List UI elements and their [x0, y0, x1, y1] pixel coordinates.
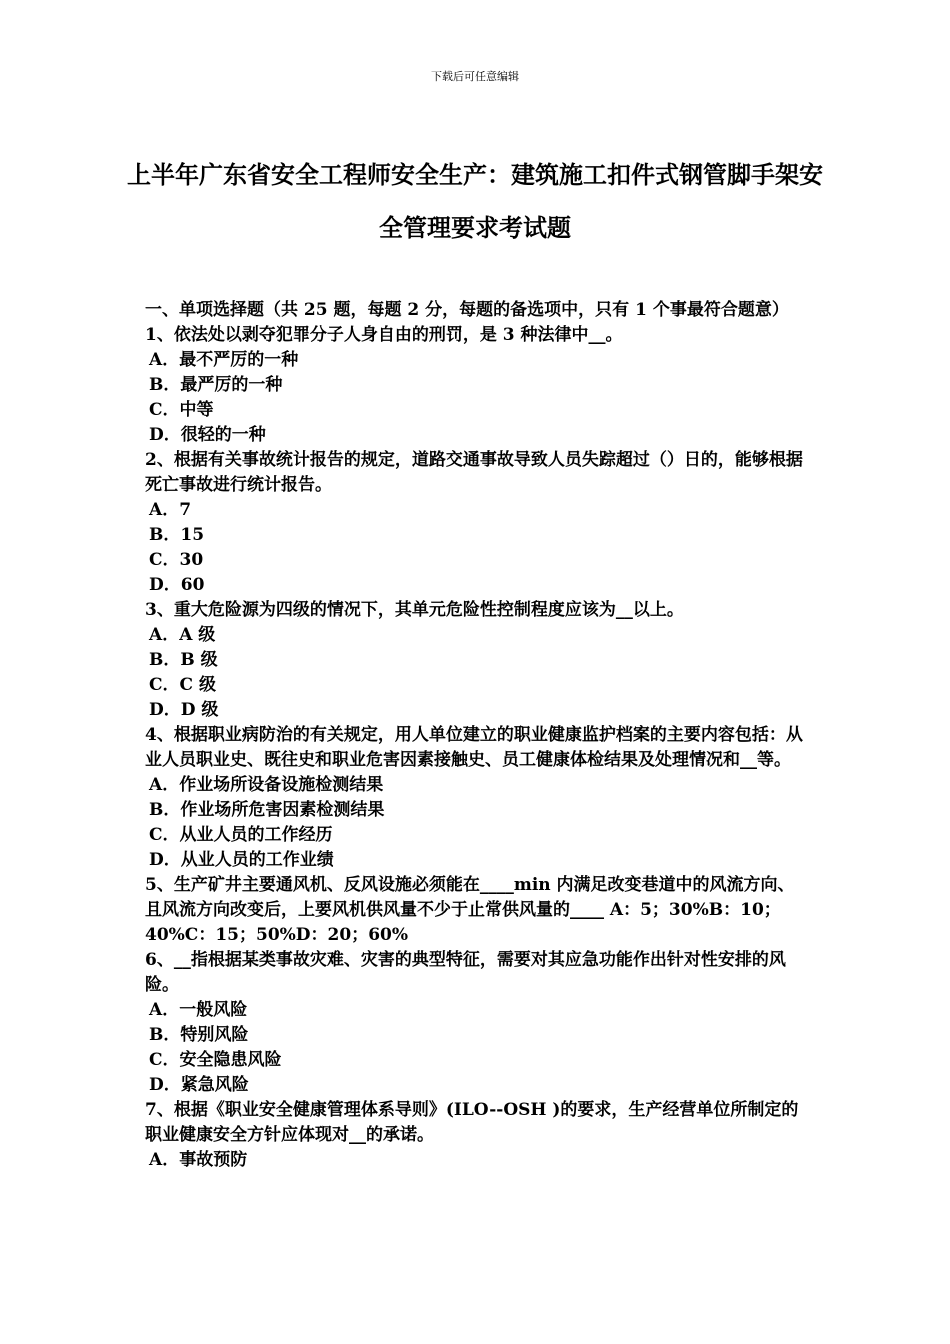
option-b: B．B 级 — [149, 650, 218, 670]
option-d: D．紧急风险 — [149, 1075, 249, 1095]
option-c: C．安全隐患风险 — [149, 1050, 282, 1070]
option-c: C．30 — [149, 550, 204, 570]
header-note: 下载后可任意编辑 — [431, 70, 519, 83]
option-d: D．很轻的一种 — [149, 425, 266, 445]
question-4 — [145, 723, 810, 873]
question-3 — [145, 598, 810, 723]
question-stem: 3、重大危险源为四级的情况下，其单元危险性控制程度应该为__以上。 — [145, 600, 684, 620]
question-stem: 5、生产矿井主要通风机、反风设施必须能在____min 内满足改变巷道中的风流方向、且风流方向改变后，上要风机供风量不少于止常供风量的____ A：5；30%B：10；40%C：15；50%D：20；60% — [145, 875, 795, 945]
option-b: B．15 — [149, 525, 205, 545]
option-a: A．事故预防 — [149, 1150, 248, 1170]
section-heading: 一、单项选择题（共 25 题，每题 2 分，每题的备选项中，只有 1 个事最符合题意） — [145, 300, 789, 320]
question-stem: 2、根据有关事故统计报告的规定，道路交通事故导致人员失踪超过（）日的，能够根据死亡事故进行统计报告。 — [145, 450, 803, 495]
question-stem: 6、__指根据某类事故灾难、灾害的典型特征，需要对其应急功能作出针对性安排的风险。 — [145, 950, 786, 995]
option-d: D．60 — [149, 575, 205, 595]
option-d: D．从业人员的工作业绩 — [149, 850, 334, 870]
option-d: D．D 级 — [149, 700, 219, 720]
option-b: B．特别风险 — [149, 1025, 249, 1045]
question-2 — [145, 448, 810, 598]
option-a: A．一般风险 — [149, 1000, 248, 1020]
question-1 — [145, 323, 810, 448]
option-a: A．作业场所设备设施检测结果 — [149, 775, 384, 795]
question-7 — [145, 1098, 810, 1173]
document-body — [145, 298, 810, 1173]
option-b: B．最严厉的一种 — [149, 375, 283, 395]
option-a: A．最不严厉的一种 — [149, 350, 299, 370]
option-c: C．从业人员的工作经历 — [149, 825, 333, 845]
question-5 — [145, 873, 810, 948]
question-stem: 1、依法处以剥夺犯罪分子人身自由的刑罚，是 3 种法律中__。 — [145, 325, 623, 345]
question-6 — [145, 948, 810, 1098]
question-stem: 4、根据职业病防治的有关规定，用人单位建立的职业健康监护档案的主要内容包括：从业人员职业史、既往史和职业危害因素接触史、员工健康体检结果及处理情况和__等。 — [145, 725, 803, 770]
option-b: B．作业场所危害因素检测结果 — [149, 800, 385, 820]
question-stem: 7、根据《职业安全健康管理体系导则》(ILO--OSH )的要求，生产经营单位所制定的职业健康安全方针应体现对__的承诺。 — [145, 1100, 799, 1145]
option-c: C．C 级 — [149, 675, 216, 695]
document-title: 上半年广东省安全工程师安全生产：建筑施工扣件式钢管脚手架安全管理要求考试题 — [127, 160, 823, 242]
option-c: C．中等 — [149, 400, 214, 420]
option-a: A．A 级 — [149, 625, 216, 645]
option-a: A．7 — [149, 500, 192, 520]
